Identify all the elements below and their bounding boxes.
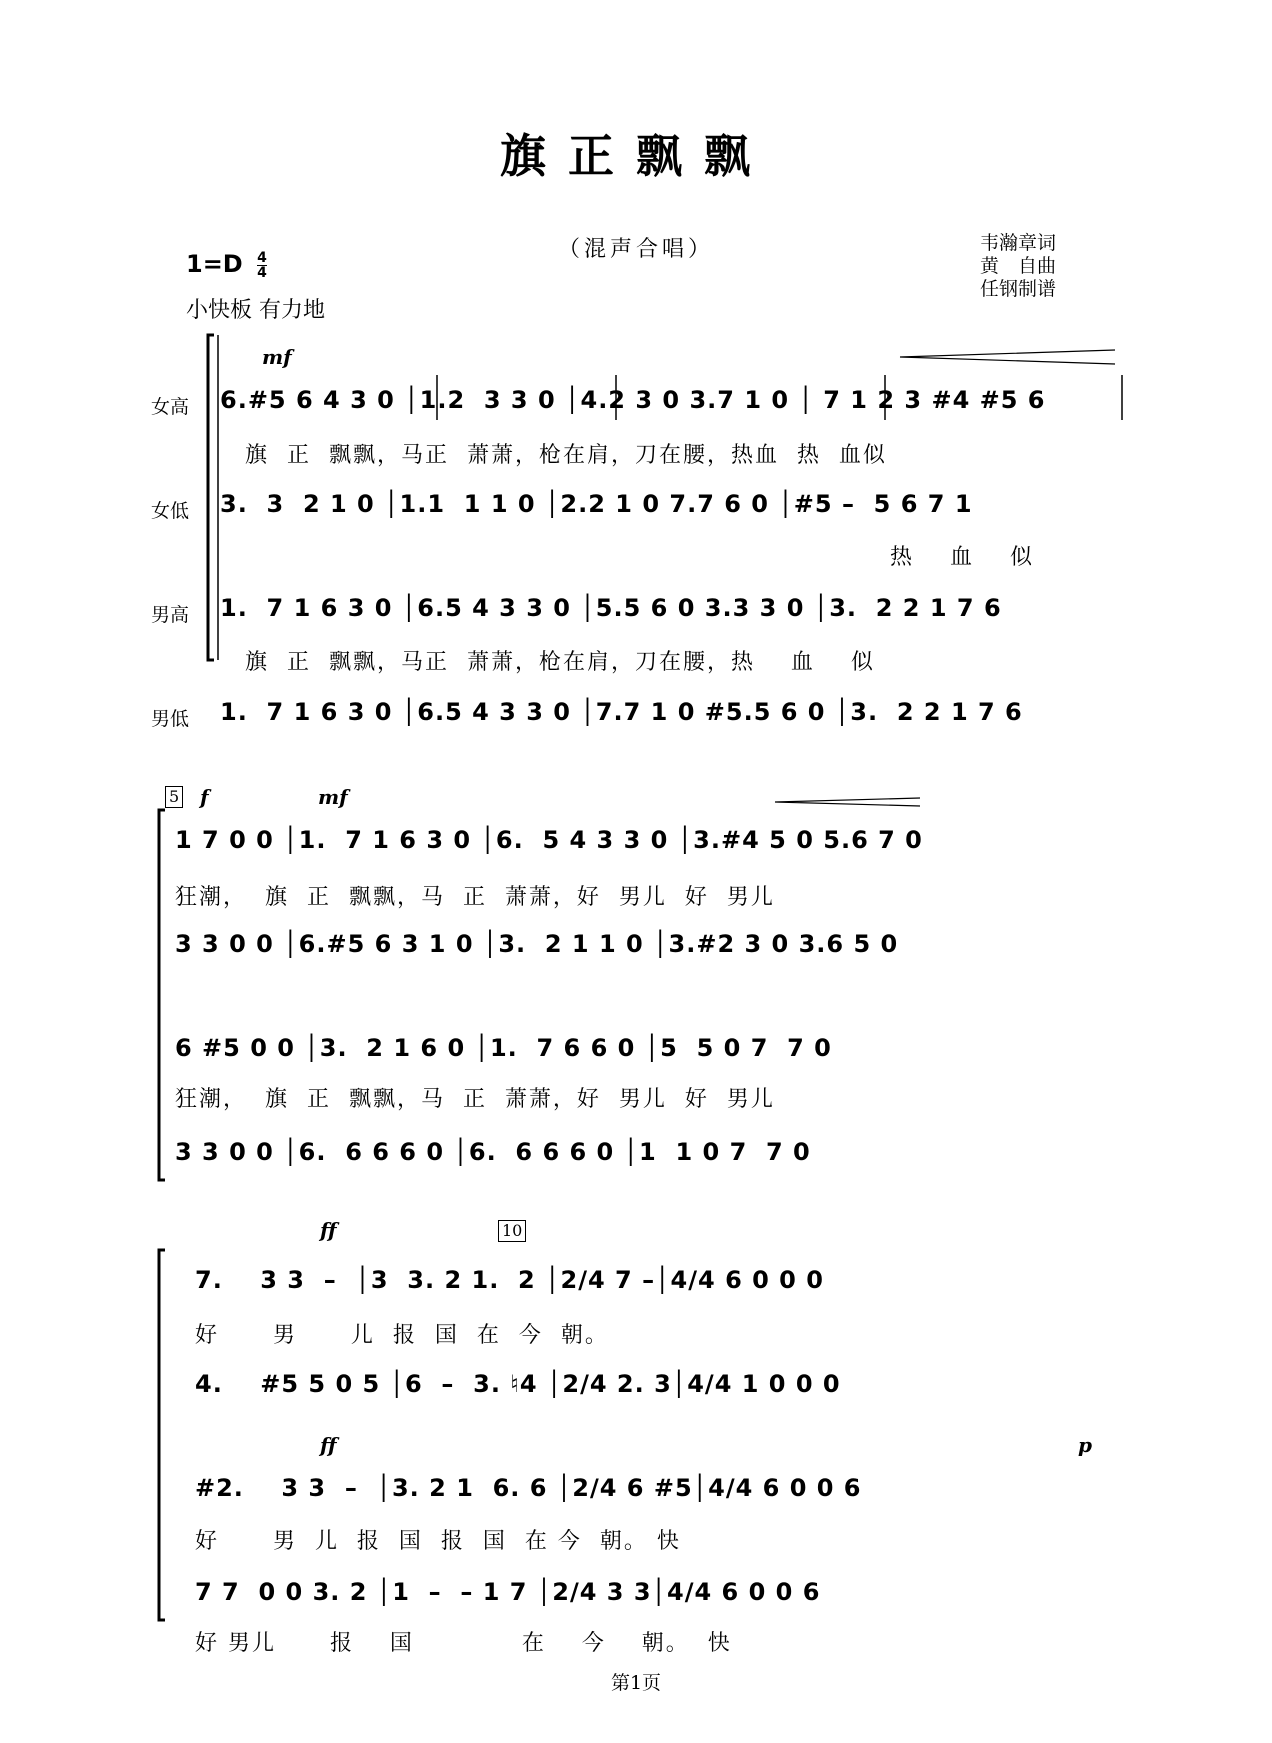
subtitle: （混声合唱） [557,237,714,262]
dynamic-mf: mf [262,345,292,369]
time-denominator: 4 [257,264,267,281]
system2-soprano-lyrics: 狂潮， 旗 正 飘飘，马 正 萧萧，好 男儿 好 男儿 [175,885,775,910]
system3-alto-notes: 4. #5 5 0 5 │6 – 3. ♮4 │2/4 2. 3│4/4 1 0 0 0 [195,1370,841,1398]
song-title: 旗正飘飘 [500,129,772,183]
dynamic-p: p [1078,1433,1092,1457]
system1-alto-lyrics: 热 血 似 [890,545,1034,570]
tempo-marking: 小快板 有力地 [186,298,325,323]
system3-bass-lyrics: 好 男儿 报 国 在 今 朝。 快 [195,1631,732,1656]
system2-bass-notes: 3 3 0 0 │6. 6 6 6 0 │6. 6 6 6 0 │1 1 0 7 7 0 [175,1138,811,1166]
rehearsal-mark-5: 5 [165,786,183,808]
system1-soprano-lyrics: 旗 正 飘飘，马正 萧萧，枪在肩，刀在腰，热血 热 血似 [245,443,887,468]
system3-soprano-lyrics: 好 男 儿 报 国 在 今 朝。 [195,1323,609,1348]
system1-tenor-notes: 1. 7 1 6 3 0 │6.5 4 3 3 0 │5.5 6 0 3.3 3 0 │3. 2 2 1 7 6 [220,594,1002,622]
voice-label-bass: 男低 [150,708,189,730]
voice-label-tenor: 男高 [150,604,189,626]
system2-tenor-notes: 6 #5 0 0 │3. 2 1 6 0 │1. 7 6 6 0 │5 5 0 7 7 0 [175,1034,832,1062]
voice-label-alto: 女低 [150,500,189,522]
dynamic-f: f [200,785,209,809]
system3-bass-notes: 7 7 0 0 3. 2 │1 – – 1 7 │2/4 3 3│4/4 6 0 0 6 [195,1578,821,1606]
system3-tenor-notes: #2. 3 3 – │3. 2 1 6. 6 │2/4 6 #5│4/4 6 0 0 6 [195,1474,862,1502]
system2-tenor-lyrics: 狂潮， 旗 正 飘飘，马 正 萧萧，好 男儿 好 男儿 [175,1087,775,1112]
system1-soprano-notes: 6.#5 6 4 3 0 │1.2 3 3 0 │4.2 3 0 3.7 1 0 │ 7 1 2 3 #4 #5 6 [220,386,1046,414]
time-numerator: 4 [257,249,267,266]
voice-label-soprano: 女高 [150,396,189,418]
system1-bass-notes: 1. 7 1 6 3 0 │6.5 4 3 3 0 │7.7 1 0 #5.5 6 0 │3. 2 2 1 7 6 [220,698,1023,726]
system1-alto-notes: 3. 3 2 1 0 │1.1 1 1 0 │2.2 1 0 7.7 6 0 │#5 – 5 6 7 1 [220,490,973,518]
rehearsal-mark-10: 10 [498,1220,526,1242]
dynamic-ff: ff [320,1218,337,1242]
system2-soprano-notes: 1 7 0 0 │1. 7 1 6 3 0 │6. 5 4 3 3 0 │3.#4 5 0 5.6 7 0 [175,826,923,854]
dynamic-mf-2: mf [318,785,348,809]
key-text: 1=D [186,250,243,278]
system1-tenor-lyrics: 旗 正 飘飘，马正 萧萧，枪在肩，刀在腰，热 血 似 [245,650,875,675]
page-number: 第1页 [610,1672,662,1694]
credits: 韦瀚章词 黄 自曲 任钢制谱 [980,232,1057,300]
system3-tenor-lyrics: 好 男 儿 报 国 报 国 在 今 朝。 快 [195,1529,681,1554]
system2-alto-notes: 3 3 0 0 │6.#5 6 3 1 0 │3. 2 1 1 0 │3.#2 3 0 3.6 5 0 [175,930,899,958]
system3-soprano-notes: 7. 3 3 – │3 3. 2 1. 2 │2/4 7 –│4/4 6 0 0 0 [195,1266,824,1294]
dynamic-ff-2: ff [320,1433,337,1457]
